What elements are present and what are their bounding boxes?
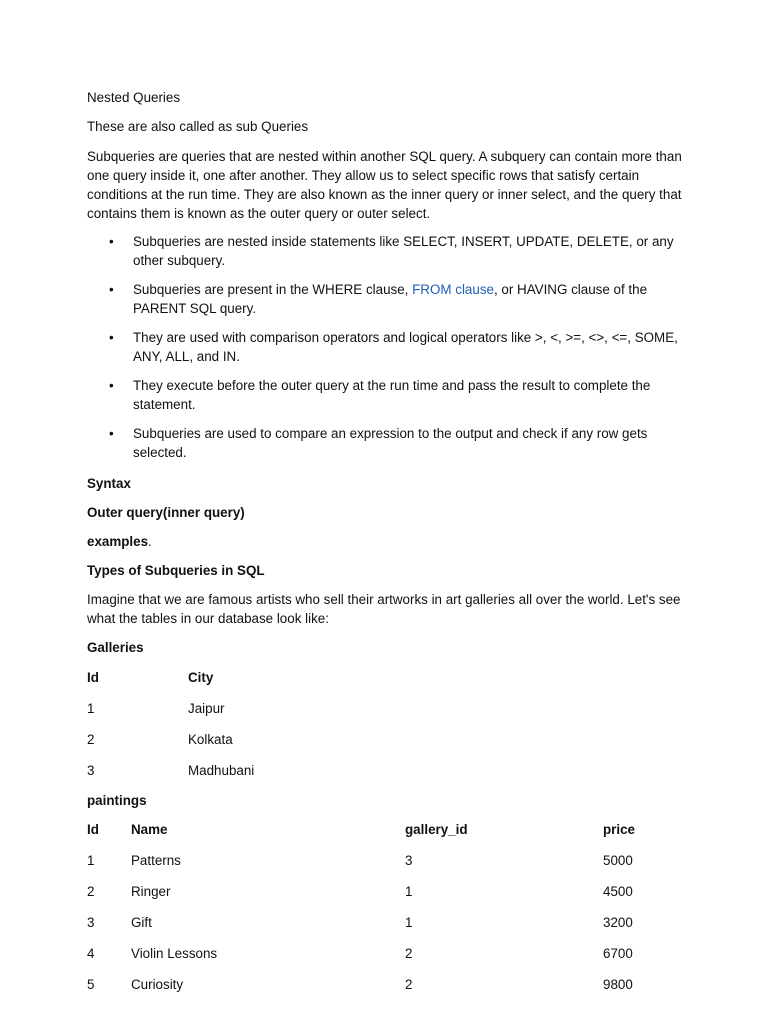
bullet-item xyxy=(87,328,687,366)
column-header-gallery-id: gallery_id xyxy=(405,822,468,837)
column-header-name: Name xyxy=(131,822,168,837)
cell-name: Curiosity xyxy=(131,977,184,992)
cell-city: Kolkata xyxy=(188,732,233,747)
cell-id: 3 xyxy=(87,763,95,778)
types-heading: Types of Subqueries in SQL xyxy=(87,563,265,578)
bullet-text: They execute before the outer query at the run time and pass the result to complete the statement. xyxy=(133,378,651,412)
examples-period: . xyxy=(148,534,152,549)
bullet-text: They are used with comparison operators and logical operators like >, <, >=, <>, <=, SOME, ANY, ALL, and IN. xyxy=(133,330,678,364)
cell-price: 6700 xyxy=(603,946,633,961)
cell-id: 5 xyxy=(87,977,95,992)
cell-gallery-id: 2 xyxy=(405,946,413,961)
bullet-text: Subqueries are used to compare an expression to the output and check if any row gets selected. xyxy=(133,426,648,460)
column-header-id: Id xyxy=(87,670,99,685)
cell-price: 5000 xyxy=(603,853,633,868)
examples-line xyxy=(87,532,152,551)
table-row xyxy=(87,913,683,944)
cell-id: 4 xyxy=(87,946,95,961)
bullet-marker: • xyxy=(109,378,114,393)
intro-paragraph: Subqueries are queries that are nested within another SQL query. A subquery can contain more than one query inside it, one after another. They allow us to select specific rows that satisfy certain conditions at the run time. They are also known as the inner query or inner select, and the query that contains them is known as the outer query or outer select. xyxy=(87,149,682,221)
cell-price: 3200 xyxy=(603,915,633,930)
bullet-marker: • xyxy=(109,426,114,441)
cell-id: 1 xyxy=(87,701,95,716)
galleries-title: Galleries xyxy=(87,640,144,655)
cell-gallery-id: 1 xyxy=(405,915,413,930)
cell-name: Patterns xyxy=(131,853,181,868)
cell-name: Ringer xyxy=(131,884,171,899)
table-header-row xyxy=(87,820,683,851)
cell-price: 9800 xyxy=(603,977,633,992)
cell-city: Madhubani xyxy=(188,763,255,778)
bullet-item xyxy=(87,424,687,462)
table-row xyxy=(87,975,683,1006)
syntax-label: Syntax xyxy=(87,476,131,491)
table-row xyxy=(87,699,338,730)
cell-gallery-id: 1 xyxy=(405,884,413,899)
from-clause-link[interactable]: FROM clause xyxy=(412,282,494,297)
bullet-text: Subqueries are nested inside statements like SELECT, INSERT, UPDATE, DELETE, or any other subquery. xyxy=(133,234,674,268)
outer-query-label: Outer query(inner query) xyxy=(87,505,245,520)
imagine-paragraph: Imagine that we are famous artists who sell their artworks in art galleries all over the world. Let's see what the tables in our database look like: xyxy=(87,592,681,626)
bullet-item xyxy=(87,232,687,270)
cell-name: Gift xyxy=(131,915,152,930)
cell-id: 1 xyxy=(87,853,95,868)
galleries-table xyxy=(87,668,338,792)
column-header-id: Id xyxy=(87,822,99,837)
table-header-row xyxy=(87,668,338,699)
paintings-table xyxy=(87,820,683,1006)
cell-id: 3 xyxy=(87,915,95,930)
bullet-text-start: Subqueries are present in the WHERE clause, xyxy=(133,282,413,297)
bullet-item xyxy=(87,280,687,318)
bullet-marker: • xyxy=(109,330,114,345)
subtitle-line: These are also called as sub Queries xyxy=(87,119,309,134)
table-row xyxy=(87,944,683,975)
table-row xyxy=(87,761,338,792)
table-row xyxy=(87,730,338,761)
bullet-list xyxy=(87,232,687,472)
cell-price: 4500 xyxy=(603,884,633,899)
cell-id: 2 xyxy=(87,732,95,747)
cell-city: Jaipur xyxy=(188,701,225,716)
table-row xyxy=(87,851,683,882)
page-title: Nested Queries xyxy=(87,90,181,105)
paintings-title: paintings xyxy=(87,793,147,808)
examples-label: examples xyxy=(87,534,149,549)
cell-name: Violin Lessons xyxy=(131,946,218,961)
column-header-city: City xyxy=(188,670,214,685)
bullet-marker: • xyxy=(109,234,114,249)
column-header-price: price xyxy=(603,822,636,837)
table-row xyxy=(87,882,683,913)
bullet-marker: • xyxy=(109,282,114,297)
cell-gallery-id: 3 xyxy=(405,853,413,868)
cell-id: 2 xyxy=(87,884,95,899)
bullet-item xyxy=(87,376,687,414)
bullet-text-end: , or HAVING clause of the PARENT SQL query. xyxy=(133,282,648,316)
cell-gallery-id: 2 xyxy=(405,977,413,992)
